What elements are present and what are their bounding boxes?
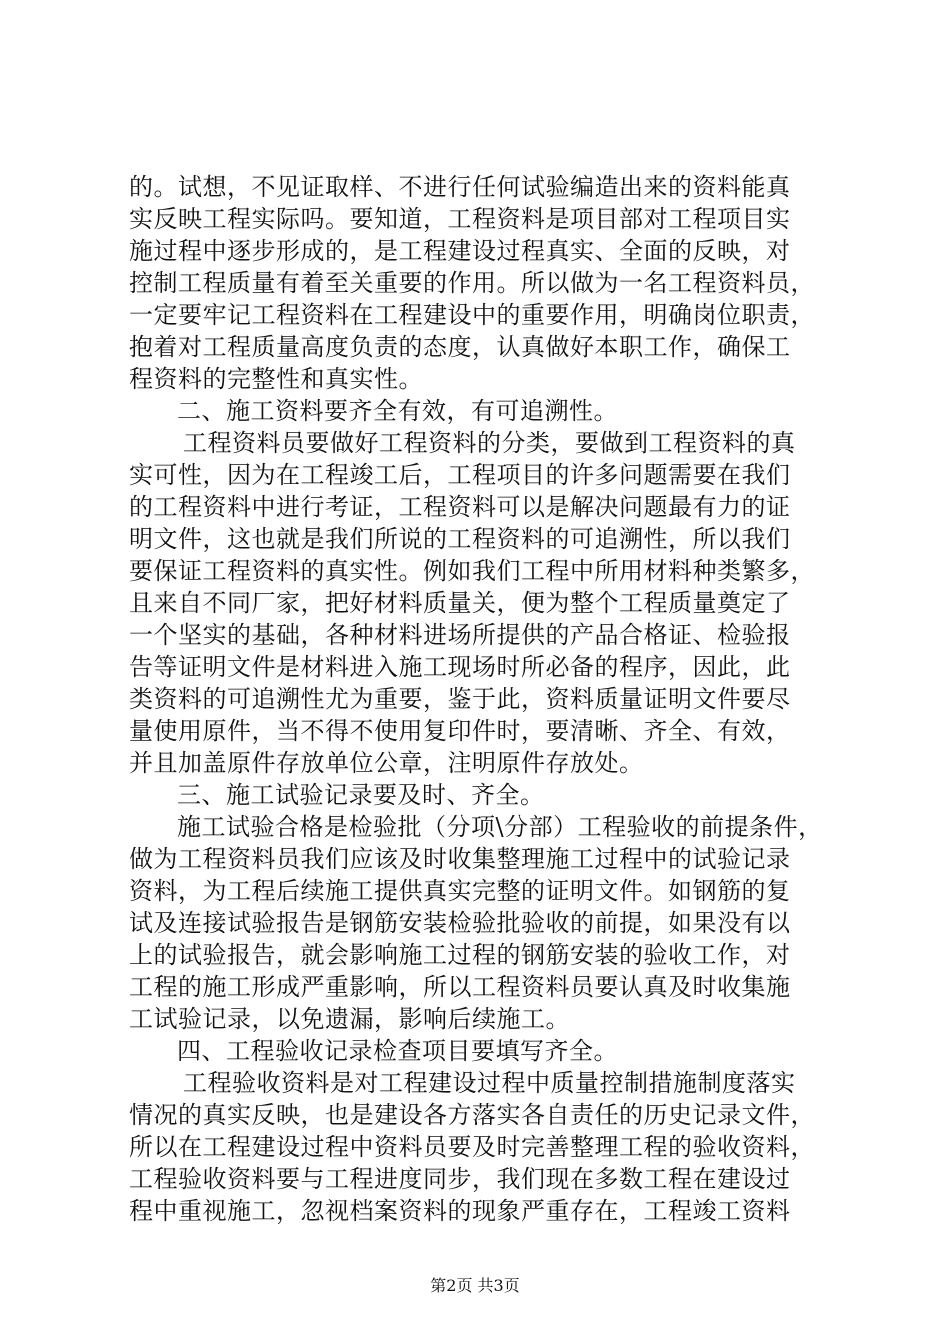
- text-line: 一定要牢记工程资料在工程建设中的重要作用，明确岗位职责，: [129, 301, 815, 329]
- text-line: 工程验收资料要与工程进度同步，我们现在多数工程在建设过: [129, 1165, 791, 1193]
- text-line: 做为工程资料员我们应该及时收集整理施工过程中的试验记录: [129, 845, 791, 873]
- text-line: 实反映工程实际吗。要知道，工程资料是项目部对工程项目实: [129, 205, 791, 233]
- text-line: 并且加盖原件存放单位公章，注明原件存放处。: [129, 749, 644, 777]
- text-line: 类资料的可追溯性尤为重要，鉴于此，资料质量证明文件要尽: [129, 685, 791, 713]
- text-line: 资料，为工程后续施工提供真实完整的证明文件。如钢筋的复: [129, 877, 791, 905]
- text-line: 工程验收资料是对工程建设过程中质量控制措施制度落实: [183, 1069, 796, 1097]
- page-number: 第2页 共3页: [430, 1276, 520, 1295]
- text-line: 施工试验合格是检验批（分项\分部）工程验收的前提条件，: [177, 813, 823, 841]
- section-heading-4: 四、工程验收记录检查项目要填写齐全。: [177, 1037, 618, 1065]
- text-line: 的。试想，不见证取样、不进行任何试验编造出来的资料能真: [129, 173, 791, 201]
- section-heading-3: 三、施工试验记录要及时、齐全。: [177, 781, 545, 809]
- text-line: 工程资料员要做好工程资料的分类，要做到工程资料的真: [183, 429, 796, 457]
- text-line: 且来自不同厂家，把好材料质量关，便为整个工程质量奠定了: [129, 589, 791, 617]
- text-line: 程资料的完整性和真实性。: [129, 365, 423, 393]
- text-line: 实可性，因为在工程竣工后，工程项目的许多问题需要在我们: [129, 461, 791, 489]
- text-line: 明文件，这也就是我们所说的工程资料的可追溯性，所以我们: [129, 525, 791, 553]
- text-line: 告等证明文件是材料进入施工现场时所必备的程序，因此，此: [129, 653, 791, 681]
- body-text: [129, 171, 829, 1227]
- text-line: 抱着对工程质量高度负责的态度，认真做好本职工作，确保工: [129, 333, 791, 361]
- text-line: 的工程资料中进行考证，工程资料可以是解决问题最有力的证: [129, 493, 791, 521]
- section-heading-2: 二、施工资料要齐全有效，有可追溯性。: [177, 397, 618, 425]
- text-line: 上的试验报告，就会影响施工过程的钢筋安装的验收工作，对: [129, 941, 791, 969]
- text-line: 施过程中逐步形成的，是工程建设过程真实、全面的反映，对: [129, 237, 791, 265]
- text-line: 程中重视施工，忽视档案资料的现象严重存在，工程竣工资料: [129, 1197, 791, 1225]
- text-line: 所以在工程建设过程中资料员要及时完善整理工程的验收资料，: [129, 1133, 815, 1161]
- text-line: 试及连接试验报告是钢筋安装检验批验收的前提，如果没有以: [129, 909, 791, 937]
- text-line: 控制工程质量有着至关重要的作用。所以做为一名工程资料员，: [129, 269, 815, 297]
- text-line: 要保证工程资料的真实性。例如我们工程中所用材料种类繁多，: [129, 557, 815, 585]
- text-line: 一个坚实的基础，各种材料进场所提供的产品合格证、检验报: [129, 621, 791, 649]
- text-line: 工试验记录，以免遗漏，影响后续施工。: [129, 1005, 570, 1033]
- text-line: 工程的施工形成严重影响，所以工程资料员要认真及时收集施: [129, 973, 791, 1001]
- text-line: 情况的真实反映，也是建设各方落实各自责任的历史记录文件，: [129, 1101, 815, 1129]
- text-line: 量使用原件，当不得不使用复印件时，要清晰、齐全、有效，: [129, 717, 791, 745]
